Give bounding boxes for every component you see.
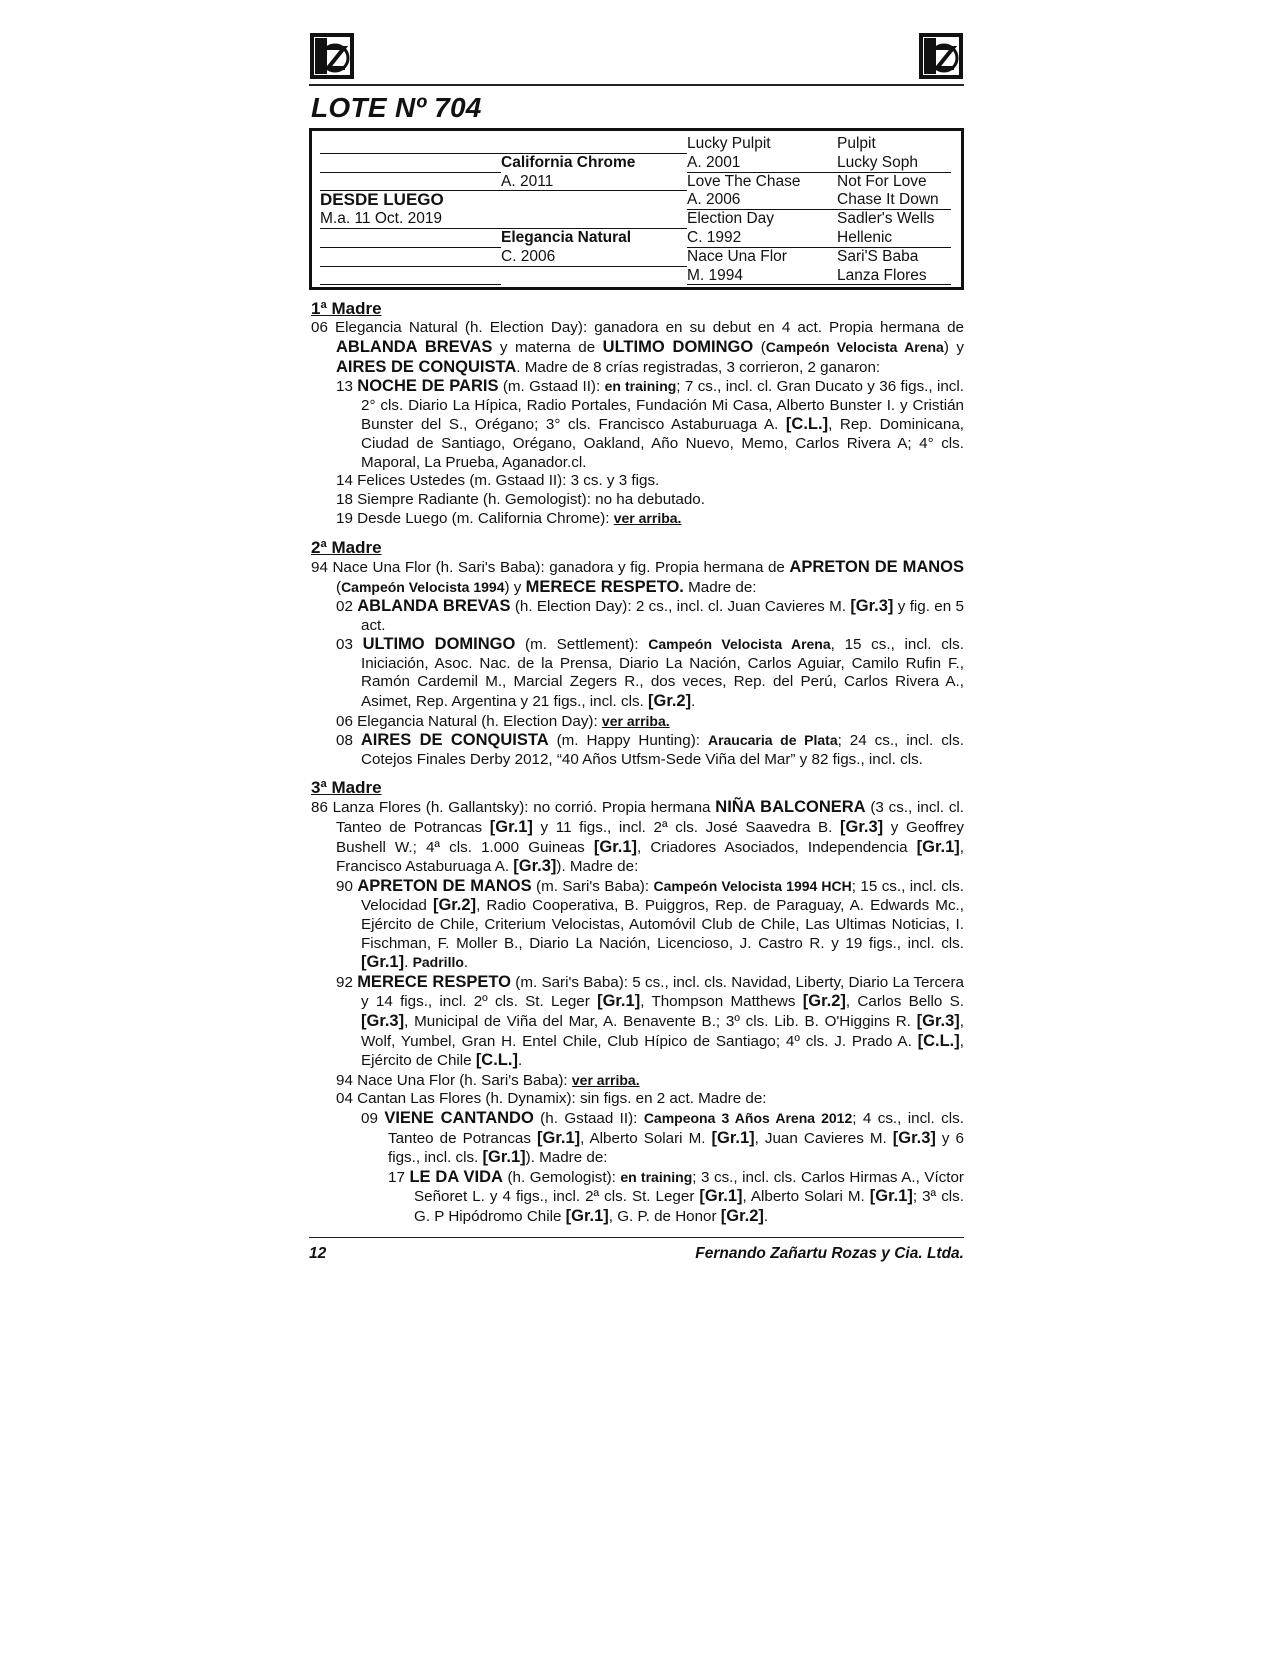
sire-info: A. 2011 bbox=[501, 173, 687, 192]
dam-dam-info: M. 1994 bbox=[687, 267, 837, 286]
paragraph: 09 VIENE CANTANDO (h. Gstaad II): Campeona 3 Años Arena 2012; 4 cs., incl. cls. Tanteo de Potrancas [Gr.1], Alberto Solari M. [Gr.1], Juan Cavieres M. [Gr.3] y 6 figs., incl. cls. [Gr.1]). Madre de: bbox=[361, 1108, 965, 1167]
ancestor: Hellenic bbox=[837, 229, 951, 248]
dam-info: C. 2006 bbox=[501, 248, 687, 267]
paragraph: 17 LE DA VIDA (h. Gemologist): en training; 3 cs., incl. cls. Carlos Hirmas A., Víctor Señoret L. y 4 figs., incl. 2ª cls. St. Leger [Gr.1], Alberto Solari M. [Gr.1]; 3ª cls. G. P Hipódromo Chile [Gr.1], G. P. de Honor [Gr.2]. bbox=[388, 1167, 964, 1225]
ancestor: Not For Love bbox=[837, 172, 927, 190]
paragraph: 08 AIRES DE CONQUISTA (m. Happy Hunting): Araucaria de Plata; 24 cs., incl. cls. Cotejos Finales Derby 2012, “40 Años Utfsm-Sede Viña del Mar” y 82 figs., incl. cls. bbox=[336, 731, 964, 768]
pedigree-table bbox=[309, 128, 964, 290]
page-number: 12 bbox=[309, 1244, 327, 1262]
paragraph: 94 Nace Una Flor (h. Sari's Baba): ver arriba. bbox=[336, 1071, 640, 1089]
paragraph: 06 Elegancia Natural (h. Election Day): ver arriba. bbox=[336, 712, 670, 730]
paragraph: 04 Cantan Las Flores (h. Dynamix): sin figs. en 2 act. Madre de: bbox=[336, 1090, 767, 1108]
sire-sire: Lucky Pulpit bbox=[687, 135, 771, 152]
sire-sire-info: A. 2001 bbox=[687, 154, 837, 173]
section-title: 3ª Madre bbox=[311, 778, 382, 798]
paragraph: 86 Lanza Flores (h. Gallantsky): no corrió. Propia hermana NIÑA BALCONERA (3 cs., incl. cl. Tanteo de Potrancas [Gr.1] y 11 figs., incl. 2ª cls. José Saavedra B. [Gr.3] y Geoffrey Bushell W.; 4ª cls. 1.000 Guineas [Gr.1], Criadores Asociados, Independencia [Gr.1], Francisco Astaburuaga A. [Gr.3]). Madre de: bbox=[311, 798, 965, 876]
section-title: 1ª Madre bbox=[311, 299, 382, 319]
ancestor: Lanza Flores bbox=[837, 267, 951, 286]
page-header bbox=[309, 30, 964, 86]
paragraph: 02 ABLANDA BREVAS (h. Election Day): 2 cs., incl. cl. Juan Cavieres M. [Gr.3] y fig. en 5 act. bbox=[336, 597, 964, 634]
section-madre-2 bbox=[309, 538, 964, 770]
sire-dam-info: A. 2006 bbox=[687, 191, 837, 210]
logo-icon bbox=[309, 32, 355, 80]
section-madre-3 bbox=[309, 778, 964, 1226]
paragraph: 94 Nace Una Flor (h. Sari's Baba): ganadora y fig. Propia hermana de APRETON DE MANOS (Campeón Velocista 1994) y MERECE RESPETO. Madre de: bbox=[311, 557, 964, 596]
catalog-page bbox=[309, 30, 964, 1263]
paragraph: 19 Desde Luego (m. California Chrome): ver arriba. bbox=[336, 510, 682, 528]
paragraph: 06 Elegancia Natural (h. Election Day): ganadora en su debut en 4 act. Propia hermana de ABLANDA BREVAS y materna de ULTIMO DOMINGO (Campeón Velocista Arena) y AIRES DE CONQUISTA. Madre de 8 crías registradas, 3 corrieron, 2 ganaron: bbox=[311, 319, 964, 376]
dam-sire-info: C. 1992 bbox=[687, 229, 837, 248]
paragraph: 18 Siempre Radiante (h. Gemologist): no ha debutado. bbox=[336, 490, 705, 508]
dam-dam: Nace Una Flor bbox=[687, 247, 787, 265]
paragraph: 13 NOCHE DE PARIS (m. Gstaad II): en training; 7 cs., incl. cl. Gran Ducato y 36 figs., incl. 2° cls. Diario La Hípica, Radio Portales, Fundación Mi Casa, Alberto Bunster I. y Cristián Bunster del S., Orégano; 3° cls. Francisco Astaburuaga A. [C.L.], Rep. Dominicana, Ciudad de Santiago, Orégano, Oakland, Año Nuevo, Memo, Carlos Rivera A; 4° cls. Maporal, La Prueba, Aganador.cl. bbox=[336, 377, 964, 471]
sire-dam: Love The Chase bbox=[687, 172, 801, 190]
logo-icon bbox=[918, 32, 964, 80]
dam: Elegancia Natural bbox=[501, 228, 632, 246]
paragraph: 92 MERECE RESPETO (m. Sari's Baba): 5 cs., incl. cls. Navidad, Liberty, Diario La Tercera y 14 figs., incl. 2º cls. St. Leger [Gr.1], Thompson Matthews [Gr.2], Carlos Bello S. [Gr.3], Municipal de Viña del Mar, A. Benavente B.; 3º cls. Lib. B. O'Higgins R. [Gr.3], Wolf, Yumbel, Gran H. Entel Chile, Club Hípico de Santiago; 4º cls. J. Prado A. [C.L.], Ejército de Chile [C.L.]. bbox=[336, 972, 964, 1070]
ancestor: Chase It Down bbox=[837, 191, 951, 210]
page-footer bbox=[309, 1237, 964, 1263]
paragraph: 14 Felices Ustedes (m. Gstaad II): 3 cs. y 3 figs. bbox=[336, 472, 660, 490]
section-title: 2ª Madre bbox=[311, 537, 382, 557]
horse-name: DESDE LUEGO bbox=[320, 190, 444, 210]
ancestor: Sari'S Baba bbox=[837, 247, 919, 265]
ancestor: Pulpit bbox=[837, 135, 876, 152]
ancestor: Lucky Soph bbox=[837, 154, 951, 173]
horse-info: M.a. 11 Oct. 2019 bbox=[320, 210, 501, 229]
company-name: Fernando Zañartu Rozas y Cia. Ltda. bbox=[695, 1244, 964, 1262]
section-madre-1 bbox=[309, 299, 964, 529]
lot-title: LOTE Nº 704 bbox=[311, 92, 482, 123]
paragraph: 03 ULTIMO DOMINGO (m. Settlement): Campeón Velocista Arena, 15 cs., incl. cls. Iniciación, Asoc. Nac. de la Prensa, Diario La Nación, Carlos Aguiar, Camilo Rufin F., Ramón Cardemil M., Marcial Zegers R., dos veces, Rep. del Perú, Carlos Rivera A., Asimet, Rep. Argentina y 21 figs., incl. cls. [Gr.2]. bbox=[336, 635, 964, 711]
ancestor: Sadler's Wells bbox=[837, 210, 935, 228]
paragraph: 90 APRETON DE MANOS (m. Sari's Baba): Campeón Velocista 1994 HCH; 15 cs., incl. cls. Velocidad [Gr.2], Radio Cooperativa, B. Puiggros, Rep. de Paraguay, A. Edwards Mc., Ejército de Chile, Criterium Velocistas, Automóvil Club de Chile, Las Ultimas Noticias, I. Fischman, F. Moller B., Diario La Nación, Licencioso, J. Castro R. y 19 figs., incl. cls. [Gr.1]. Padrillo. bbox=[336, 876, 964, 972]
sire: California Chrome bbox=[501, 153, 636, 171]
dam-sire: Election Day bbox=[687, 210, 775, 228]
